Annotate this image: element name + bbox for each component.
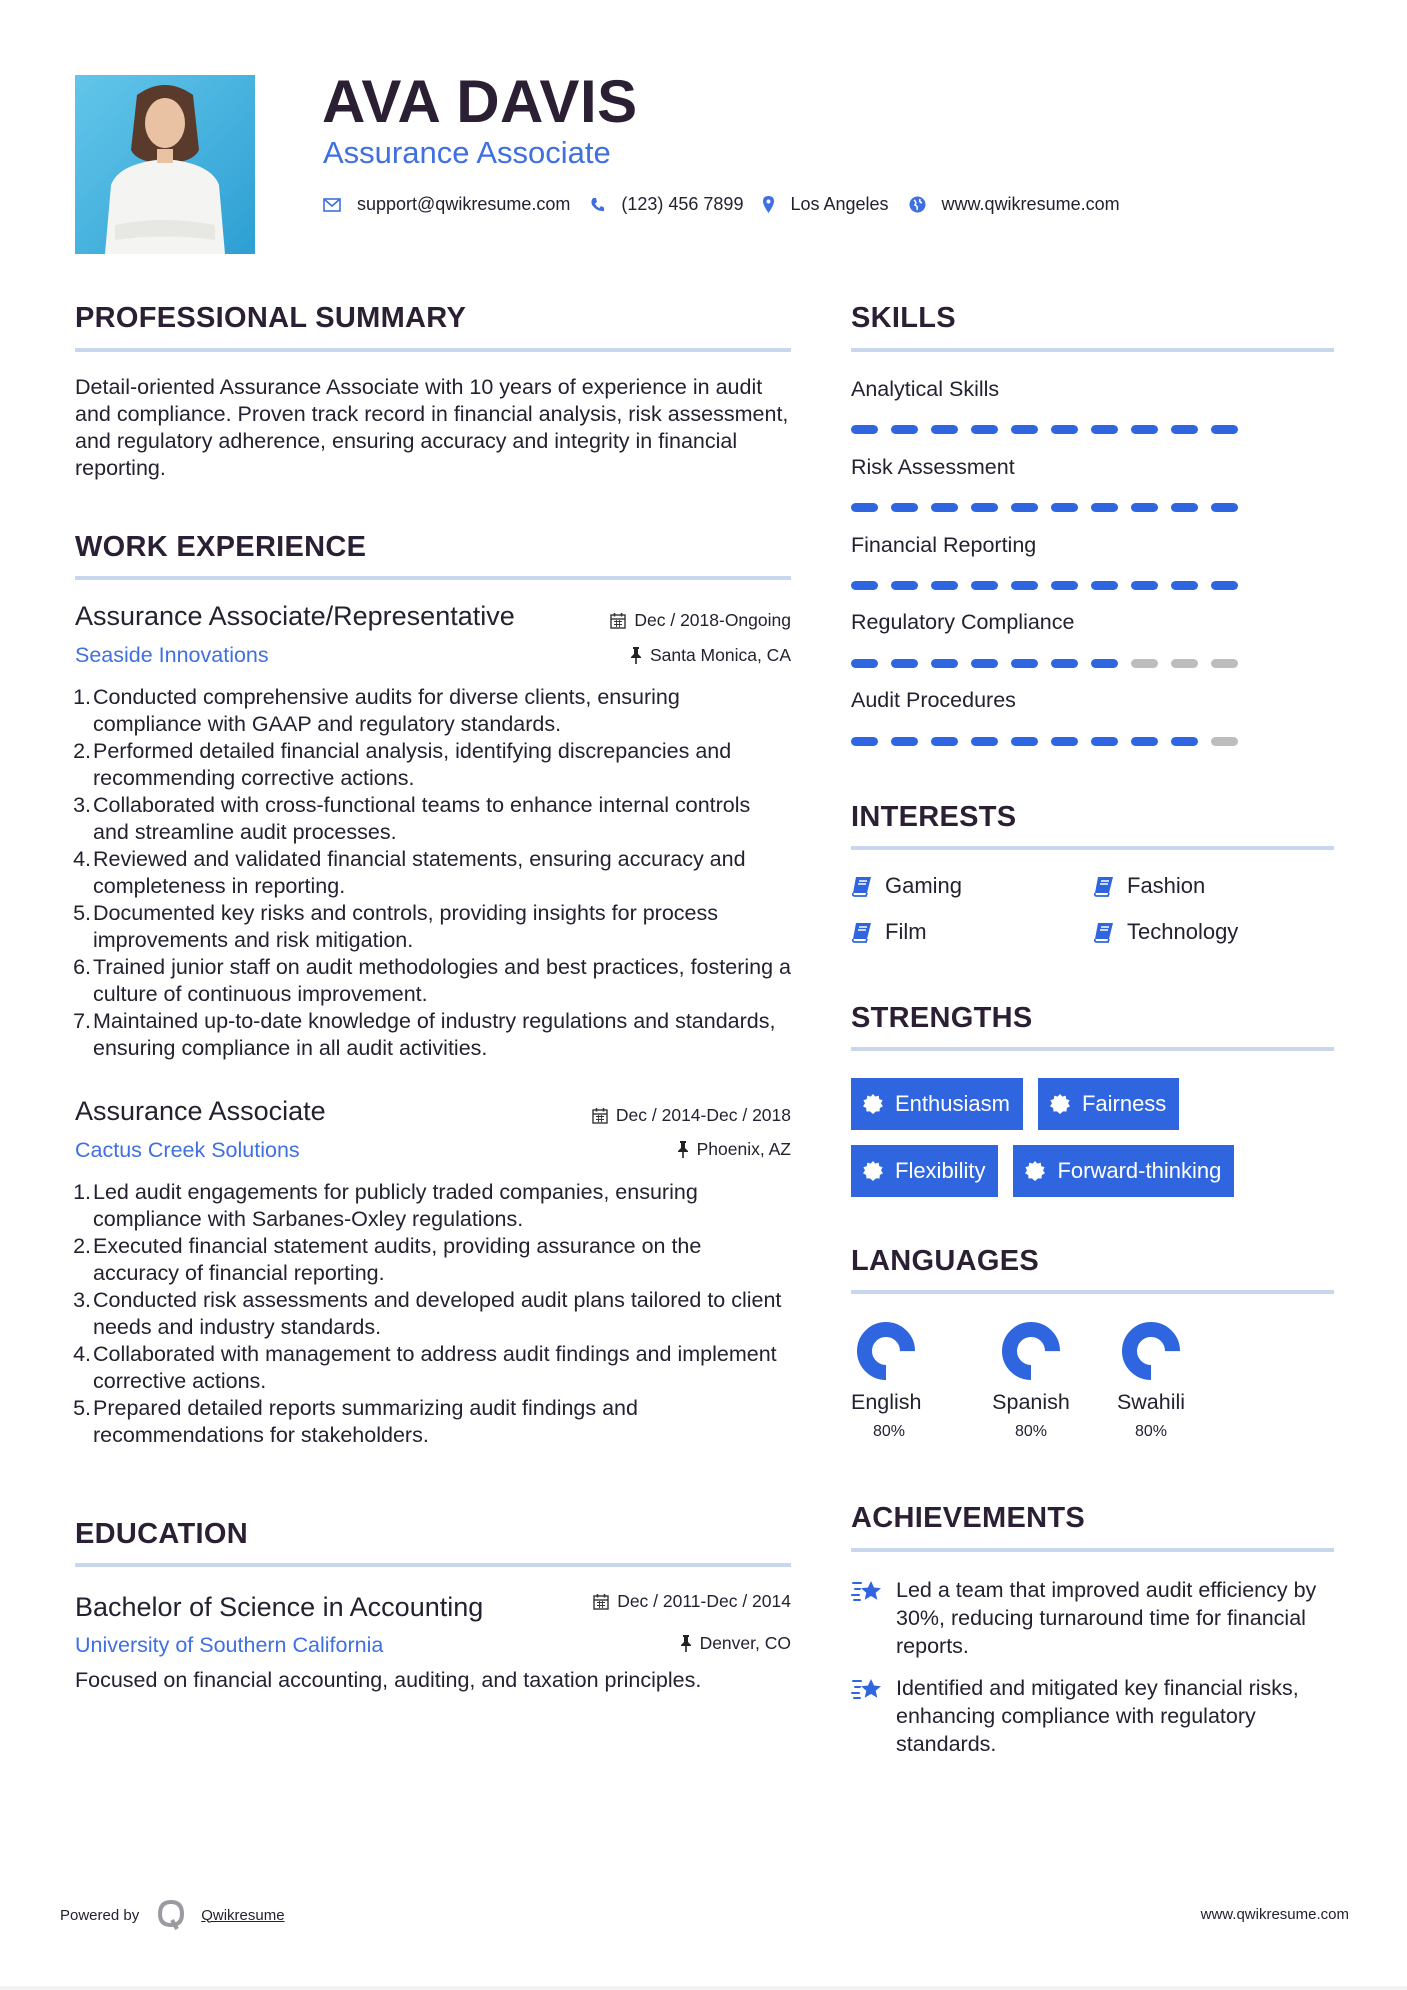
strength-chip: Forward-thinking <box>1013 1145 1234 1197</box>
interests-divider <box>851 846 1334 850</box>
job-location <box>677 1141 791 1159</box>
skill-rating-bar <box>851 659 1238 668</box>
book-icon <box>1093 876 1114 897</box>
qwikresume-link[interactable]: Qwikresume <box>201 1906 285 1924</box>
strength-chip: Flexibility <box>851 1145 998 1197</box>
calendar-icon <box>593 1593 609 1610</box>
book-icon <box>1093 922 1114 943</box>
contact-row <box>323 194 1140 215</box>
job-date <box>610 612 791 630</box>
languages-heading: LANGUAGES <box>851 1245 1039 1277</box>
badge-icon <box>863 1161 883 1181</box>
skill-name: Audit Procedures <box>851 688 1016 712</box>
job-title: Assurance Associate/Representative <box>75 601 515 631</box>
job-location-text: Phoenix, AZ <box>696 1139 791 1159</box>
skill-name: Analytical Skills <box>851 377 1000 401</box>
language-percent: 80% <box>873 1422 906 1440</box>
globe-icon <box>909 196 926 213</box>
job-bullet: 4. Collaborated with management to address audit findings and implement corrective actions. <box>73 1342 777 1393</box>
skill-rating-bar <box>851 581 1238 590</box>
languages-list <box>851 1322 1211 1440</box>
language-percent: 80% <box>1134 1422 1168 1440</box>
shooting-star-icon <box>851 1674 896 1707</box>
pushpin-icon <box>630 647 642 664</box>
achievement-item <box>851 1576 1334 1660</box>
achievement-text: Identified and mitigated key financial risks, enhancing compliance with regulatory standards. <box>896 1676 1299 1756</box>
summary-divider <box>75 348 791 352</box>
job-location-text: Santa Monica, CA <box>649 645 791 665</box>
language-percent: 80% <box>1014 1422 1048 1440</box>
language-name: Swahili <box>1116 1390 1186 1414</box>
badge-icon <box>863 1094 883 1114</box>
qwikresume-logo-icon <box>157 1900 185 1930</box>
map-pin-icon <box>763 196 774 213</box>
job-bullet: 6. Trained junior staff on audit methodologies and best practices, fostering a culture of continuous improvement. <box>73 955 791 1006</box>
achievements-list <box>851 1576 1334 1772</box>
skill-rating-bar <box>851 737 1238 746</box>
education-heading: EDUCATION <box>75 1518 248 1550</box>
book-icon <box>851 876 872 897</box>
job-bullet: 2. Executed financial statement audits, providing assurance on the accuracy of financial reporting. <box>73 1234 702 1285</box>
achievement-item <box>851 1674 1334 1758</box>
calendar-icon <box>592 1107 608 1124</box>
job-bullet: 2. Performed detailed financial analysis, identifying discrepancies and recommending corrective actions. <box>73 739 732 790</box>
contact-website[interactable]: www.qwikresume.com <box>941 194 1120 214</box>
language-item <box>971 1322 1091 1440</box>
experience-divider <box>75 576 791 580</box>
job-date-text: Dec / 2014-Dec / 2018 <box>615 1105 791 1125</box>
skills-divider <box>851 348 1334 352</box>
shooting-star-icon <box>851 1576 896 1609</box>
job-bullet: 3. Conducted risk assessments and developed audit plans tailored to client needs and industry standards. <box>73 1288 782 1339</box>
candidate-title: Assurance Associate <box>323 135 611 170</box>
job-date <box>592 1107 791 1125</box>
job-bullet: 1. Conducted comprehensive audits for diverse clients, ensuring compliance with GAAP and regulatory standards. <box>73 685 680 736</box>
language-item <box>851 1322 971 1440</box>
page-bottom-border <box>0 1986 1407 1990</box>
job-bullet: 1. Led audit engagements for publicly traded companies, ensuring compliance with Sarbanes-Oxley regulations. <box>73 1180 698 1231</box>
strengths-heading: STRENGTHS <box>851 1002 1033 1034</box>
job-bullet: 5. Documented key risks and controls, providing insights for process improvements and risk mitigation. <box>73 901 718 952</box>
skill-rating-bar <box>851 503 1238 512</box>
language-proficiency-donut <box>1122 1322 1180 1380</box>
language-proficiency-donut <box>857 1322 915 1380</box>
achievements-divider <box>851 1548 1334 1552</box>
summary-heading: PROFESSIONAL SUMMARY <box>75 302 467 334</box>
job-bullet: 3. Collaborated with cross-functional teams to enhance internal controls and streamline audit processes. <box>73 793 751 844</box>
badge-icon <box>1025 1161 1045 1181</box>
language-proficiency-donut <box>1002 1322 1060 1380</box>
job-bullet: 7. Maintained up-to-date knowledge of industry regulations and standards, ensuring compliance in all audit activities. <box>73 1009 776 1060</box>
envelope-icon <box>323 198 341 212</box>
language-name: English <box>851 1390 922 1414</box>
footer-powered-by <box>60 1900 285 1930</box>
job-company: Cactus Creek Solutions <box>75 1138 300 1162</box>
job-bullet: 4. Reviewed and validated financial statements, ensuring accuracy and completeness in reporting. <box>73 847 746 898</box>
education-divider <box>75 1563 791 1567</box>
job-company: Seaside Innovations <box>75 643 269 667</box>
achievements-heading: ACHIEVEMENTS <box>851 1502 1086 1534</box>
footer-website[interactable]: www.qwikresume.com <box>1200 1906 1349 1923</box>
achievement-text: Led a team that improved audit efficiency by 30%, reducing turnaround time for financial reports. <box>896 1578 1317 1658</box>
pushpin-icon <box>677 1141 689 1158</box>
skills-heading: SKILLS <box>851 302 956 334</box>
job-title: Assurance Associate <box>75 1096 326 1126</box>
job-bullets <box>75 684 791 1062</box>
skill-name: Regulatory Compliance <box>851 610 1075 634</box>
education-description: Focused on financial accounting, auditing, and taxation principles. <box>75 1668 702 1692</box>
school-name: University of Southern California <box>75 1633 384 1657</box>
skill-name: Risk Assessment <box>851 455 1015 479</box>
phone-icon <box>590 197 605 213</box>
interest-item: Gaming <box>851 873 1093 899</box>
job-bullet: 5. Prepared detailed reports summarizing audit findings and recommendations for stakeholders. <box>73 1396 638 1447</box>
language-name: Spanish <box>992 1390 1070 1414</box>
job-bullets <box>75 1179 791 1449</box>
degree-title: Bachelor of Science in Accounting <box>75 1592 484 1622</box>
interests-list <box>851 873 1334 945</box>
powered-by-label: Powered by <box>60 1906 140 1924</box>
languages-divider <box>851 1290 1334 1294</box>
education-location <box>680 1635 791 1653</box>
candidate-name: AVA DAVIS <box>322 68 638 135</box>
experience-heading: WORK EXPERIENCE <box>75 531 367 563</box>
education-date-text: Dec / 2011-Dec / 2014 <box>617 1591 791 1611</box>
contact-email[interactable]: support@qwikresume.com <box>357 194 571 214</box>
interests-heading: INTERESTS <box>851 801 1017 833</box>
education-location-text: Denver, CO <box>699 1633 791 1653</box>
summary-text: Detail-oriented Assurance Associate with 10 years of experience in audit and compliance. Proven track record in financial analysis, risk assessment, and regulatory adherence, ensuring accuracy and integrity in financial reporting. <box>75 375 789 480</box>
interest-item: Technology <box>1093 919 1334 945</box>
strengths-divider <box>851 1047 1334 1051</box>
language-item <box>1091 1322 1211 1440</box>
profile-photo <box>75 75 255 254</box>
strengths-list <box>851 1078 1334 1212</box>
education-date <box>593 1593 791 1611</box>
job-location <box>630 647 791 665</box>
strength-chip: Enthusiasm <box>851 1078 1023 1130</box>
calendar-icon <box>610 612 626 629</box>
badge-icon <box>1050 1094 1070 1114</box>
strength-chip: Fairness <box>1038 1078 1179 1130</box>
contact-location: Los Angeles <box>790 194 889 214</box>
interest-item: Film <box>851 919 1093 945</box>
pushpin-icon <box>680 1635 692 1652</box>
job-date-text: Dec / 2018-Ongoing <box>634 610 791 630</box>
skill-name: Financial Reporting <box>851 533 1037 557</box>
interest-item: Fashion <box>1093 873 1334 899</box>
skill-rating-bar <box>851 425 1238 434</box>
contact-phone[interactable]: (123) 456 7899 <box>621 194 744 214</box>
book-icon <box>851 922 872 943</box>
